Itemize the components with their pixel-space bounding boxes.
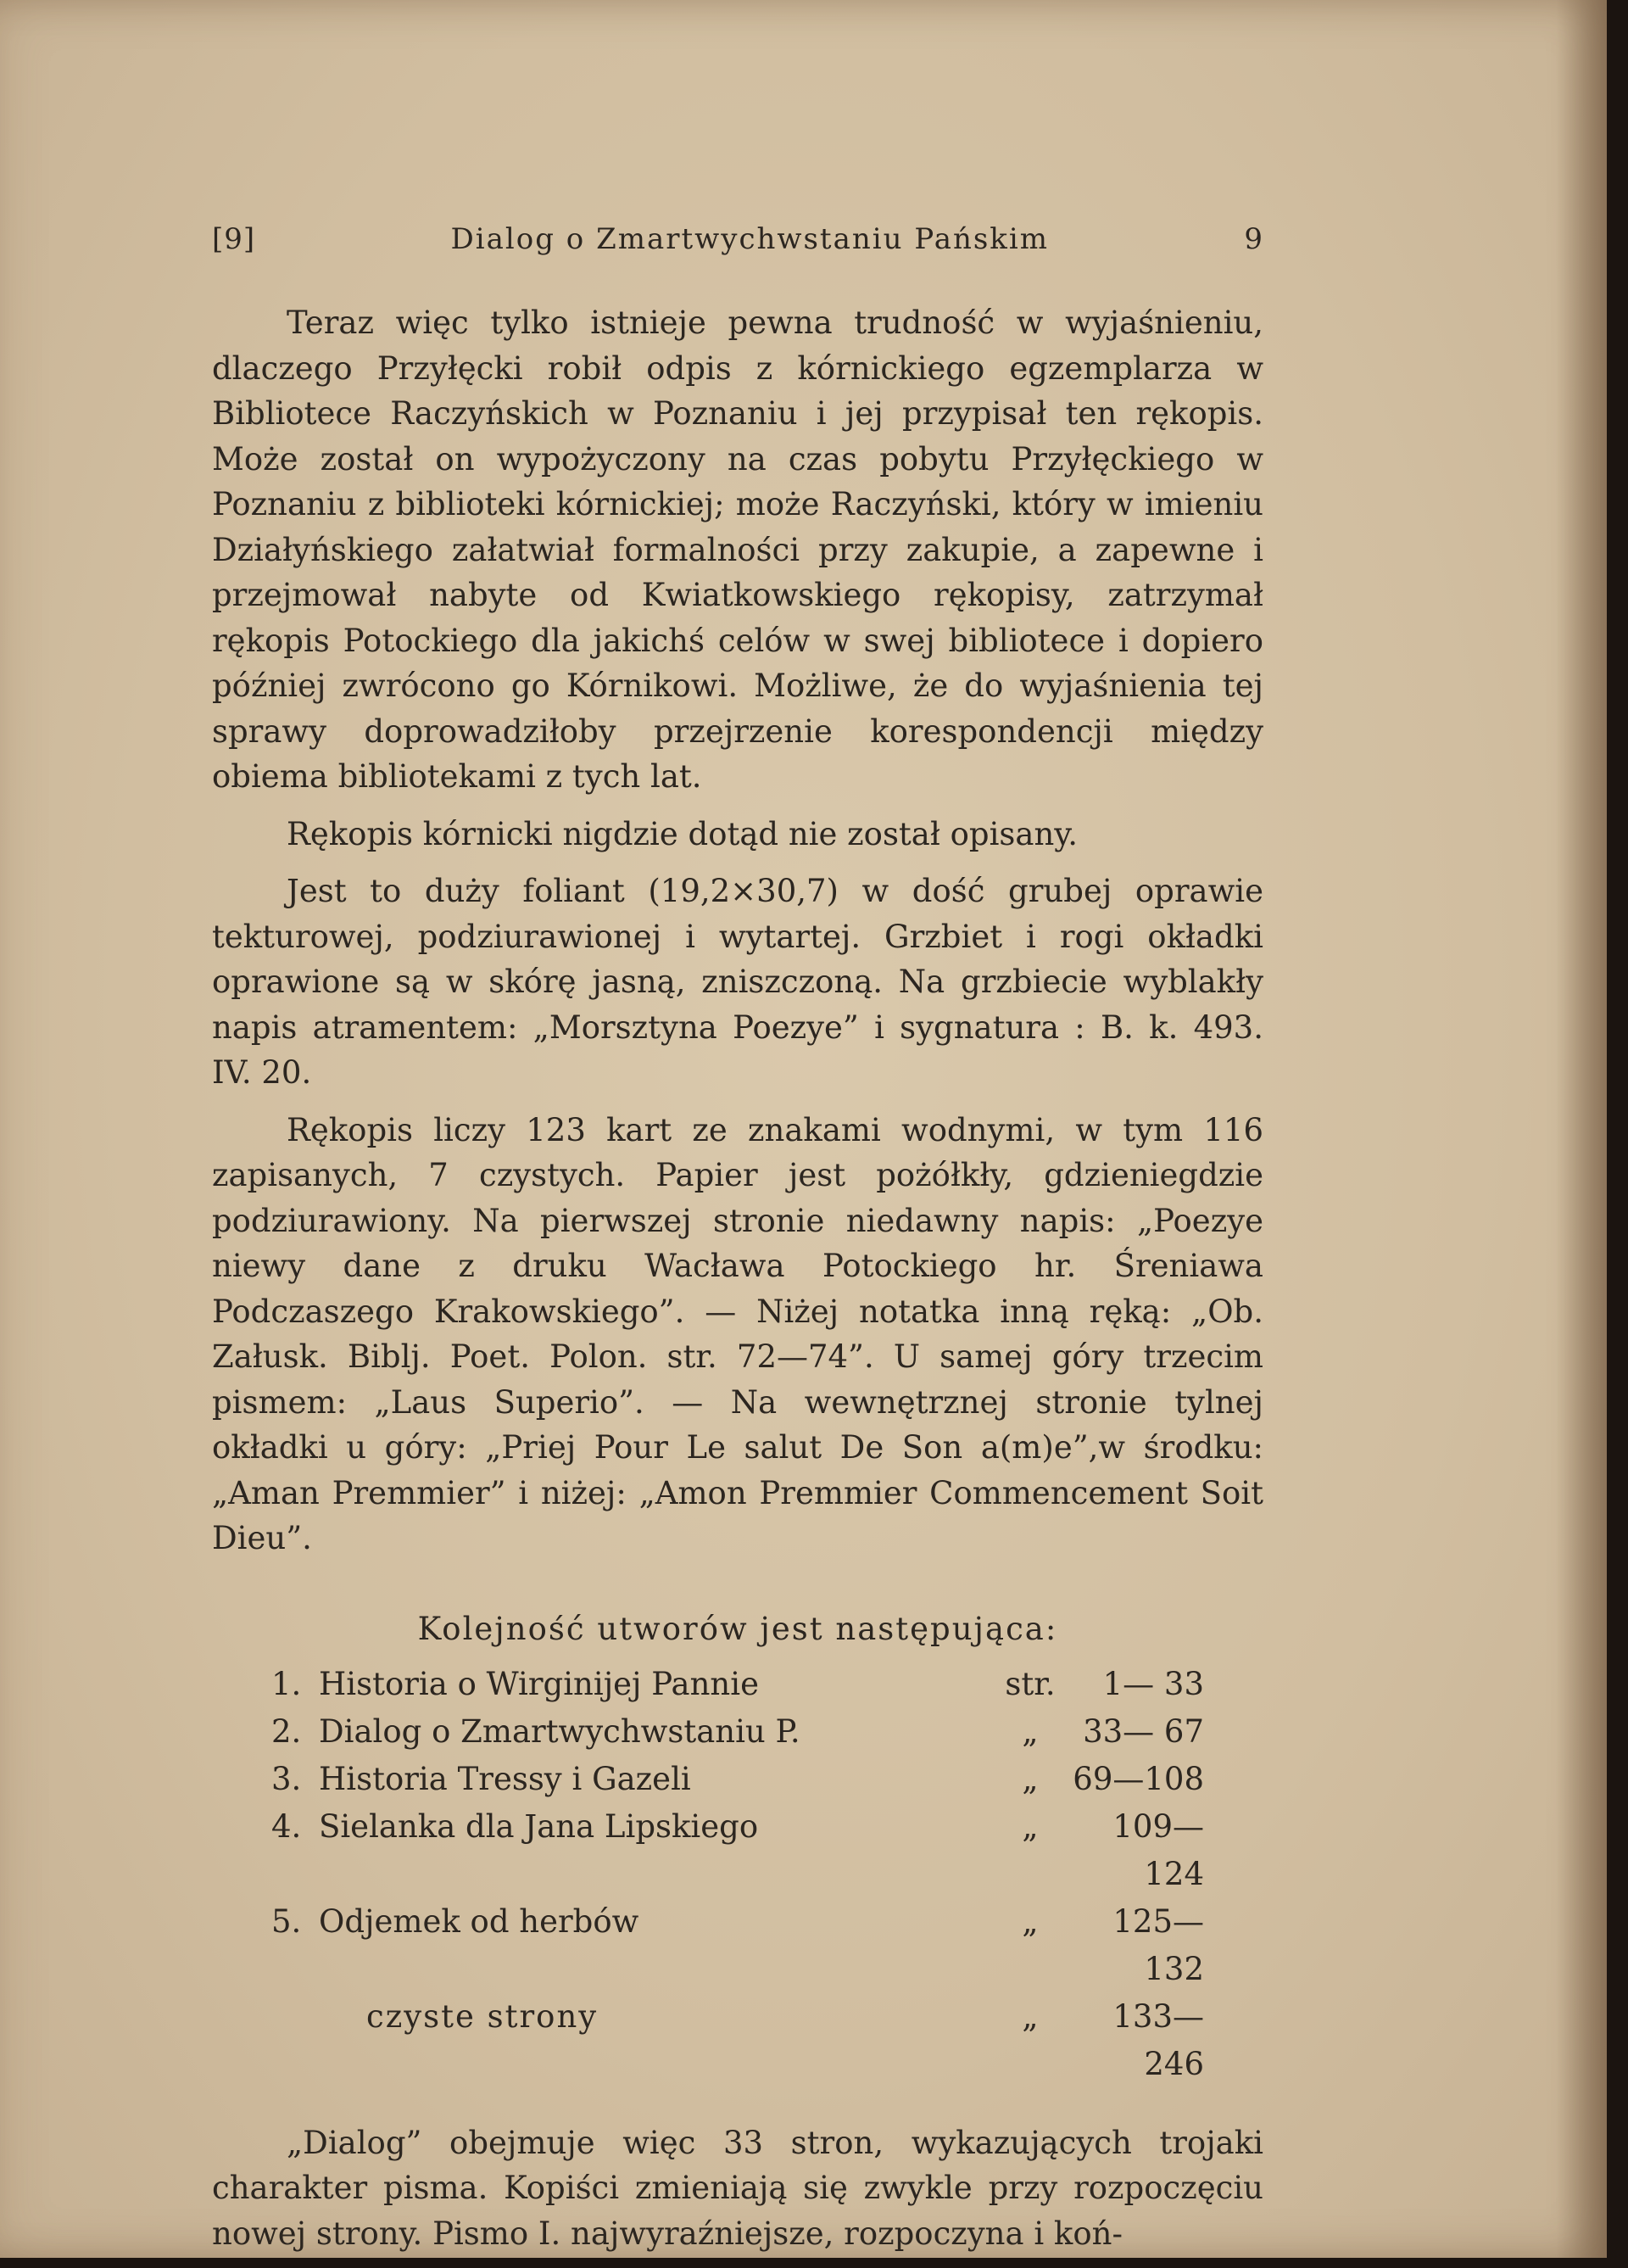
toc-number: 2.: [271, 1712, 302, 1750]
page-spine-shadow: [1556, 0, 1607, 2258]
toc-label: „: [1022, 1997, 1039, 2035]
toc-row: [271, 1708, 1204, 1756]
running-header: [212, 222, 1263, 256]
toc-label: „: [1022, 1807, 1039, 1845]
toc-pages: 1— 33: [1102, 1665, 1204, 1702]
toc-pages: 33— 67: [1083, 1712, 1204, 1750]
toc-pages: 109—124: [1112, 1807, 1204, 1892]
toc-label: str.: [1005, 1665, 1056, 1702]
header-left-mark: [9]: [212, 222, 256, 256]
toc-title: Odjemek od herbów: [319, 1902, 639, 1940]
toc-label: „: [1022, 1712, 1039, 1750]
toc-row: [271, 1803, 1204, 1898]
closing-paragraph: „Dialog” obejmuje więc 33 stron, wykazujących trojaki charakter pisma. Kopiści zmieniają się zwykle przy rozpoczęciu nowej strony. Pismo I. najwyraźniejsze, rozpoczyna i koń-: [212, 2124, 1263, 2252]
toc-row: [271, 1993, 1204, 2088]
toc-title: Dialog o Zmartwychwstaniu P.: [319, 1712, 800, 1750]
toc-label: „: [1022, 1760, 1039, 1797]
paragraph: Rękopis liczy 123 kart ze znakami wodnymi, w tym 116 zapisanych, 7 czystych. Papier jest pożółkły, gdzieniegdzie podziurawiony. Na pierwszej stronie niedawny napis: „Poezye niewy dane z druku Wacława Potockiego hr. Śreniawa Podczaszego Krakowskiego”. — Niżej notatka inną ręką: „Ob. Załusk. Biblj. Poet. Polon. str. 72—74”. U samej góry trzecim pismem: „Laus Superio”. — Na wewnętrznej stronie tylnej okładki u góry: „Priej Pour Le salut De Son a(m)e”,w środku: „Aman Premmier” i niżej: „Amon Premmier Commencement Soit Dieu”.: [212, 1111, 1263, 1556]
toc-row: [271, 1661, 1204, 1708]
toc-number: 5.: [271, 1902, 302, 1940]
paragraph: Jest to duży foliant (19,2×30,7) w dość grubej oprawie tekturowej, podziurawionej i wytartej. Grzbiet i rogi okładki oprawione są w skórę jasną, zniszczoną. Na grzbiecie wyblakły napis atramentem: „Morsztyna Poezye” i sygnatura : B. k. 493. IV. 20.: [212, 873, 1263, 1091]
toc-row: [271, 1898, 1204, 1993]
toc-number: 4.: [271, 1807, 302, 1845]
page-number: 9: [1244, 222, 1263, 256]
toc-heading: Kolejność utworów jest następująca:: [417, 1610, 1058, 1647]
toc-number: 1.: [271, 1665, 302, 1702]
running-title: Dialog o Zmartwychwstaniu Pańskim: [450, 222, 1050, 256]
toc-label: „: [1022, 1902, 1039, 1940]
toc-row: [271, 1756, 1204, 1803]
toc-title: Historia o Wirginijej Pannie: [319, 1665, 759, 1702]
toc-title: czyste strony: [366, 1997, 599, 2035]
toc-pages: 125—132: [1112, 1902, 1204, 1987]
toc-title: Historia Tressy i Gazeli: [319, 1760, 691, 1797]
toc-list: [271, 1661, 1204, 2088]
page-content: [212, 222, 1263, 2268]
paragraph: Rękopis kórnicki nigdzie dotąd nie został opisany.: [287, 815, 1079, 852]
toc-pages: 69—108: [1073, 1760, 1204, 1797]
toc-title: Sielanka dla Jana Lipskiego: [319, 1807, 759, 1845]
toc-pages: 133—246: [1112, 1997, 1204, 2082]
toc-number: 3.: [271, 1760, 302, 1797]
paragraph: Teraz więc tylko istnieje pewna trudność w wyjaśnieniu, dlaczego Przyłęcki robił odpis z kórnickiego egzemplarza w Bibliotece Raczyńskich w Poznaniu i jej przypisał ten rękopis. Może został on wypożyczony na czas pobytu Przyłęckiego w Poznaniu z biblioteki kórnickiej; może Raczyński, który w imieniu Działyńskiego załatwiał formalności przy zakupie, a zapewne i przejmował nabyte od Kwiatkowskiego rękopisy, zatrzymał rękopis Potockiego dla jakichś celów w swej bibliotece i dopiero później zwrócono go Kórnikowi. Możliwe, że do wyjaśnienia tej sprawy doprowadziłoby przejrzenie korespondencji między obiema bibliotekami z tych lat.: [212, 304, 1263, 795]
